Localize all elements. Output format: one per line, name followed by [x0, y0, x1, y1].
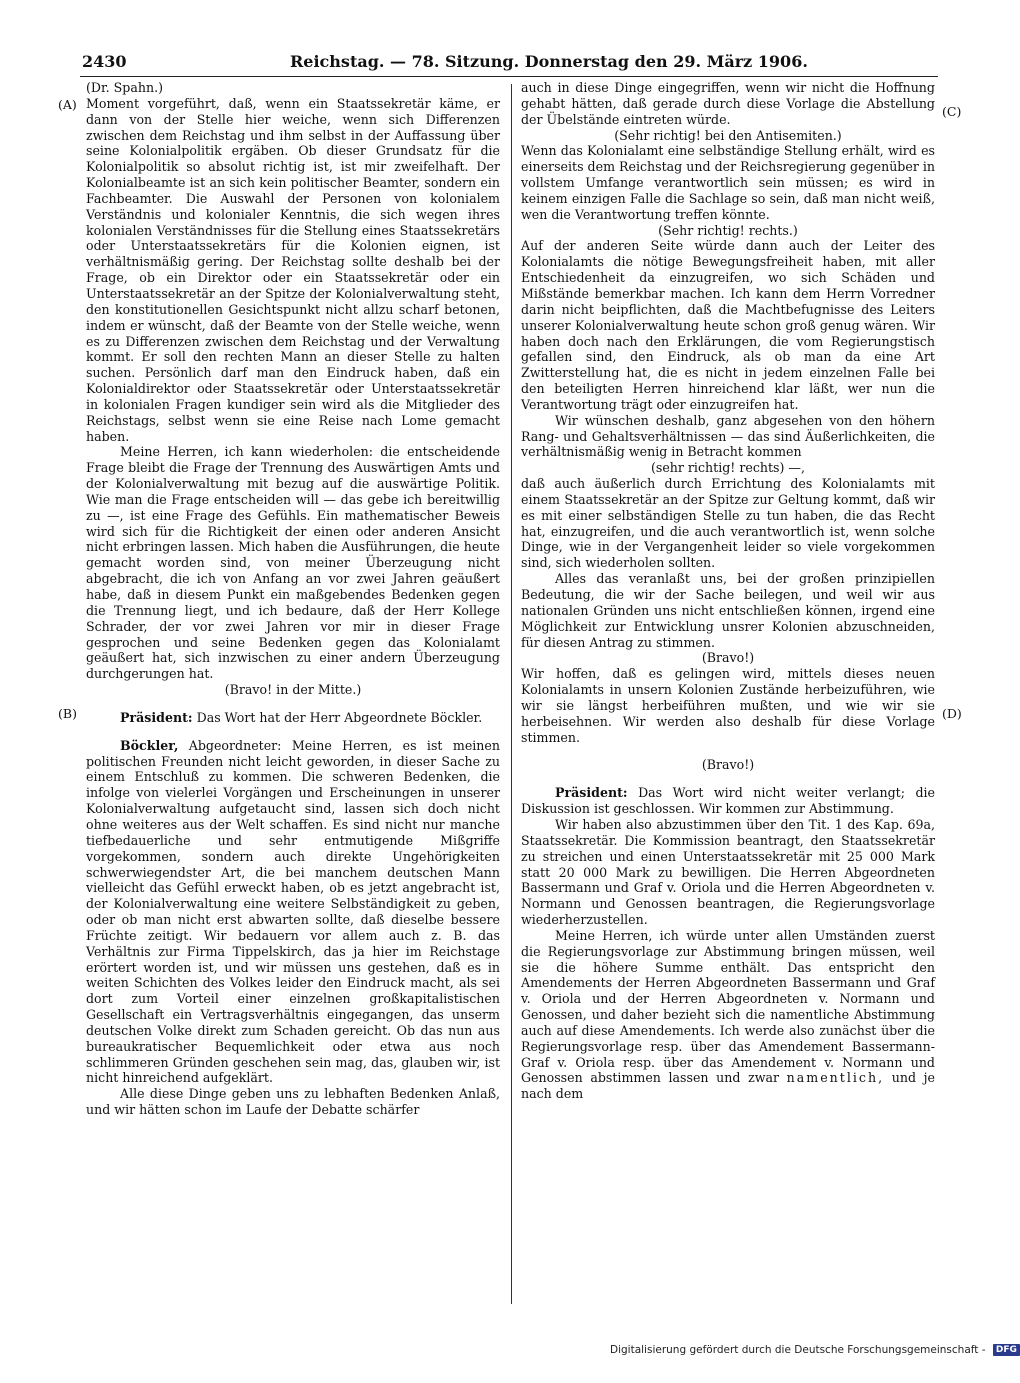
right-column: [521, 80, 935, 1102]
speaker-name: Präsident:: [120, 709, 193, 725]
paragraph: Alles das veranlaßt uns, bei der großen prinzipiellen Bedeutung, die wir der Sache beilegen, und weil wir aus nationalen Gründen uns nicht entschließen können, irgend eine Möglichkeit zur Entwicklung unsrer Kolonien abzuschneiden, für diesen Antrag zu stimmen.: [521, 571, 935, 650]
footer-text: Digitalisierung gefördert durch die Deutsche Forschungsgemeinschaft -: [610, 1344, 986, 1356]
paragraph: Wir wünschen deshalb, ganz abgesehen von den höhern Rang- und Gehaltsverhältnissen — das sind Äußerlichkeiten, die verhältnismäßig wenig in Betracht kommen: [521, 412, 935, 460]
president-statement: [86, 710, 500, 726]
paragraph: Moment vorgeführt, daß, wenn ein Staatssekretär käme, er dann von der Stelle hier weiche, wenn sich Differenzen zwischen dem Reichstag und ihm selbst in der Auffassung über seine Kolonialpolitik ergäben. Ob dieser Grundsatz für die Kolonialpolitik so absolut richtig ist, ist mir zweifelhaft. Der Kolonialbeamte ist an sich kein politischer Beamter, sondern ein Fachbeamter. Die Auswahl der Personen von kolonialem Verständnis und kolonialer Kenntnis, die sich wegen ihres kolonialen Verständnisses für die Stellung eines Staatssekretärs oder Unterstaatssekretärs für die Kolonien eignen, ist verhältnismäßig gering. Der Reichstag sollte deshalb bei der Frage, ob ein Direktor oder ein Staatssekretär oder ein Unterstaatssekretär an der Spitze der Kolonialverwaltung steht, den konstitutionellen Gesichtspunkt nicht allzu scharf betonen, indem er wünscht, daß der Beamte von der Stelle weiche, wenn es zu Differenzen zwischen dem Reichstag und der Verwaltung kommt. Er soll den rechten Mann an dieser Stelle zu halten suchen. Persönlich darf man den Eindruck haben, daß ein Kolonialdirektor oder Staatssekretär oder Unterstaatssekretär in kolonialen Fragen kundiger sein wird als die Mitglieder des Reichstags, selbst wenn sie eine Reise nach Lome gemacht haben.: [86, 95, 500, 444]
paragraph: Auf der anderen Seite würde dann auch der Leiter des Kolonialamts die nötige Bewegungsfreiheit haben, mit aller Entschiedenheit da einzugreifen, wo sich Schäden und Mißstände bemerkbar machen. Ich kann dem Herrn Vorredner darin nicht beipflichten, daß die Machtbefugnisse des Leiters unserer Kolonialverwaltung heute schon groß genug wären. Wir haben doch nach den Erklärungen, die vom Regierungstisch gefallen sind, den Eindruck, als ob man da eine Art Zwitterstellung hat, die es nicht in jedem einzelnen Falle bei den beteiligten Herren hinreichend klar läßt, wer nun die Verantwortung trägt oder einzugreifen hat.: [521, 238, 935, 412]
statement-text: Das Wort wird nicht weiter verlangt; die Diskussion ist geschlossen. Wir kommen zur Abstimmung.: [521, 785, 935, 817]
reaction: (Bravo! in der Mitte.): [224, 682, 362, 698]
left-column: [86, 80, 500, 1118]
margin-mark-a: (A): [58, 97, 77, 112]
paragraph: auch in diese Dinge eingegriffen, wenn wir nicht die Hoffnung gehabt hätten, daß gerade durch diese Vorlage die Abstellung der Übelstände eintreten würde.: [521, 80, 935, 127]
reaction: (Bravo!): [701, 757, 755, 773]
president-statement: [521, 785, 935, 817]
reaction: (sehr richtig! rechts) —,: [650, 460, 806, 476]
page-header: [80, 52, 938, 76]
emphasized-word: namentlich,: [786, 1070, 885, 1086]
paragraph: Meine Herren, ich kann wiederholen: die entscheidende Frage bleibt die Frage der Trennung des Auswärtigen Amts und der Kolonialverwaltung mit bezug auf die auswärtige Politik. Wie man die Frage entscheiden will — das gebe ich bereitwillig zu —, ist eine Frage des Gefühls. Ein mathematischer Beweis wird sich für die Richtigkeit der einen oder anderen Ansicht nicht erbringen lassen. Mich haben die Ausführungen, die heute gemacht worden sind, von meiner Überzeugung nicht abgebracht, die ich von Anfang an vor zwei Jahren geäußert habe, daß in diesem Punkt ein maßgebendes Bedenken gegen die Trennung liegt, und ich bedaure, daß der Herr Kollege Schrader, der vor zwei Jahren vor mir in dieser Frage gesprochen und seine Bedenken gegen das Kolonialamt geäußert hat, sich inzwischen zu einer andern Überzeugung durchgerungen hat.: [86, 444, 500, 682]
running-title: Reichstag. — 78. Sitzung. Donnerstag den 29. März 1906.: [290, 52, 808, 71]
speaker-name: Präsident:: [555, 785, 628, 801]
paragraph-text: Meine Herren, ich würde unter allen Umständen zuerst die Regierungsvorlage zur Abstimmung bringen müssen, weil sie die höhere Summe enthält. Das entspricht den Amendements der Herren Abgeordneten Bassermann und Graf v. Oriola und der Herren Abgeordneten v. Normann und Genossen, und daher bezieht sich die namentliche Abstimmung auch auf diese Amendements. Ich werde also zunächst über die Regierungsvorlage resp. über das Amendement Bassermann-Graf v. Oriola resp. über das Amendement v. Normann und Genossen abstimmen lassen und zwar: [521, 927, 935, 1086]
paragraph-text: und je nach dem: [521, 1070, 936, 1102]
column-divider: [511, 84, 512, 1304]
header-rule: [80, 76, 938, 77]
speaker-reference: (Dr. Spahn.): [86, 80, 163, 95]
paragraph: Alle diese Dinge geben uns zu lebhaften Bedenken Anlaß, und wir hätten schon im Laufe der Debatte schärfer: [86, 1086, 500, 1118]
margin-mark-d: (D): [942, 706, 962, 721]
speaker-name: Böckler,: [120, 737, 179, 753]
paragraph: Wir haben also abzustimmen über den Tit. 1 des Kap. 69a, Staatssekretär. Die Kommission beantragt, den Staatssekretär zu streichen und einen Unterstaatssekretär mit 25 000 Mark statt 20 000 Mark zu bewilligen. Die Herren Abgeordneten Bassermann und Graf v. Oriola und die Herren Abgeordneten v. Normann und Genossen beantragen, die Regierungsvorlage wiederherzustellen.: [521, 816, 935, 928]
paragraph: Wir hoffen, daß es gelingen wird, mittels dieses neuen Kolonialamts in unsern Kolonien Zustände herbeizuführen, wie wir sie längst herbeiführen mußten, und wie wir sie herbeisehnen. Wir werden also deshalb für diese Vorlage stimmen.: [521, 666, 935, 745]
statement-text: Das Wort hat der Herr Abgeordnete Böckler.: [196, 709, 483, 725]
reaction: (Bravo!): [701, 650, 755, 666]
page-number: 2430: [82, 52, 127, 71]
speech: [86, 738, 500, 1087]
dfg-logo: DFG: [993, 1344, 1020, 1356]
footer: [610, 1344, 1017, 1362]
margin-mark-b: (B): [58, 706, 77, 721]
reaction: (Sehr richtig! rechts.): [658, 222, 798, 238]
speech-text: Abgeordneter: Meine Herren, es ist meinen politischen Freunden nicht leicht geworden, in dieser Sache zu einem Entschluß zu kommen. Die schweren Bedenken, die infolge von vielerlei Vorgängen und Erscheinungen in unserer Kolonialverwaltung aufgetaucht sind, lassen sich doch nicht ohne weiteres aus der Welt schaffen. Es sind nicht nur manche tiefbedauerliche und sehr entmutigende Mißgriffe vorgekommen, sondern auch direkte Ungehörigkeiten schwerwiegendster Art, die bei manchem deutschen Mann vielleicht das Gefühl erweckt haben, ob es jetzt angebracht ist, der Kolonialverwaltung eine weitere Selbständigkeit zu geben, oder ob man nicht erst abwarten sollte, daß dieselbe bessere Früchte zeitigt. Wir bedauern vor allem auch z. B. das Verhältnis zur Firma Tippelskirch, das ja hier im Reichstage erörtert worden ist, und wir müssen uns gestehen, daß es in weiten Schichten des Volkes leider den Eindruck macht, als sei dort zum Vorteil einer einzelnen großkapitalistischen Gesellschaft ein Vertragsverhältnis eingegangen, das unserm deutschen Volke direkt zum Schaden gereicht. Ob das nun aus bureaukratischer Bequemlichkeit oder etwa aus noch schlimmeren Gründen geschehen sein mag, das, glauben wir, ist nicht hinreichend aufgeklärt.: [86, 737, 500, 1086]
paragraph: Wenn das Kolonialamt eine selbständige Stellung erhält, wird es einerseits dem Reichstag und der Reichsregierung gegenüber in vollstem Umfange verantwortlich sein müssen; es wird in keinem einzigen Falle die Sachlage so sein, daß man nicht weiß, wen die Verantwortung treffen könnte.: [521, 143, 935, 222]
paragraph: daß auch äußerlich durch Errichtung des Kolonialamts mit einem Staatssekretär an der Spitze zur Geltung kommt, daß wir es mit einer selbständigen Stelle zu tun haben, die das Recht hat, einzugreifen, und die auch verantwortlich ist, wenn solche Dinge, wie in der Vergangenheit leider so viele vorgekommen sind, sich wiederholen sollten.: [521, 476, 935, 571]
reaction: (Sehr richtig! bei den Antisemiten.): [614, 127, 842, 143]
paragraph: [521, 928, 935, 1102]
margin-mark-c: (C): [942, 104, 962, 119]
